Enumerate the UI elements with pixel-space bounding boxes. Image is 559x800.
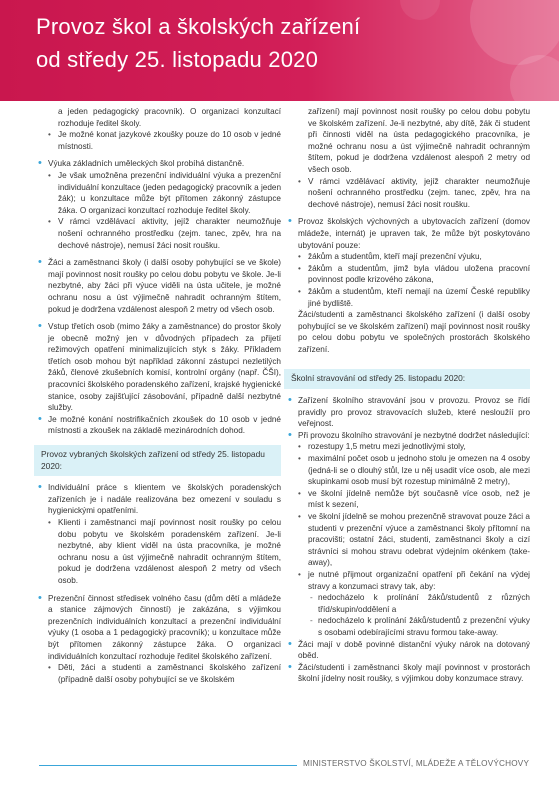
- bullet: • Provoz školských výchovných a ubytovacích zařízení (domov mládeže, internát) je upraven tak, že může být poskytováno ubytování pouze:: [287, 216, 530, 251]
- sub-bullet: • ve školní jídelně se mohou prezenčně stravovat pouze žáci a studenti v prezenční výuce a zaměstnanci školy přítomní na pracovišti; ostatní žáci, studenti, zaměstnanci školy a cizí strávníci si mohou stravu odebrat výdejním okénkem (take-away),: [287, 511, 530, 569]
- paragraph: zařízení) mají povinnost nosit roušky po celou dobu pobytu ve školském zařízení. Je-li nezbytné, aby dítě, žák či student při činnosti viděl na ústa pedagogického pracovníka, je možné ochranu nosu a úst výjimečně nahradit ochranným štítem, pokud je dodržena vzdálenost alespoň 2 metry od všech osob.: [308, 107, 530, 174]
- sub-bullet: • Klienti i zaměstnanci mají povinnost nosit roušky po celou dobu pobytu ve školském poradenském zařízení. Je-li nezbytné, aby klient viděl na ústa pracovníka, je možné ochranu nosu a úst výjimečně nahradit ochranným štítem, pokud je dodržena vzdálenost alespoň 2 metry od všech osob.: [37, 517, 281, 587]
- section-heading: Školní stravování od středy 25. listopadu 2020:: [284, 369, 530, 389]
- bullet: • Výuka základních uměleckých škol probíhá distančně.: [37, 158, 281, 170]
- bullet: • Prezenční činnost středisek volného času (dům dětí a mládeže a stanice zájmových činností) je zakázána, s výjimkou prezenčních individuálních konzultací a prezenční individuální výuky (1 osoba a 1 pedagogický pracovník); u konzultace může být přítomen zákonný zástupce žáka. O organizaci individuálních konzultací rozhoduje ředitel školského zařízení.: [37, 593, 281, 663]
- sub-bullet: • ve školní jídelně nemůže být současně více osob, než je míst k sezení,: [287, 488, 530, 511]
- ministry-footer: MINISTERSTVO ŠKOLSTVÍ, MLÁDEŽE A TĚLOVÝCHOVY: [303, 759, 530, 768]
- virus-decoration: [400, 0, 440, 20]
- bullet: • Žáci mají v době povinné distanční výuky nárok na dotovaný oběd.: [287, 639, 530, 662]
- paragraph: Žáci/studenti a zaměstnanci školského zařízení (i další osoby pohybující se ve školském zařízení) mají povinnost nosit roušky po celou dobu pobytu ve společných prostorách školského zařízení.: [298, 310, 530, 354]
- sub-bullet: • V rámci vzdělávací aktivity, jejíž charakter neumožňuje nošení ochranného prostředku (zejm. tanec, zpěv, hra na dechové nástroje), nemusí žáci nosit roušku.: [37, 216, 281, 251]
- bullet: • Zařízení školního stravování jsou v provozu. Provoz se řídí pravidly pro provoz stravovacích služeb, které nesloužíí pro veřejnost.: [287, 395, 530, 430]
- section-heading: Provoz vybraných školských zařízení od středy 25. listopadu 2020:: [34, 445, 281, 476]
- dash-item: - nedocházelo k prolínání žáků/studentů z různých tříd/skupin/oddělení a: [287, 592, 530, 615]
- sub-bullet: • žákům a studentům, kteří nemají na území České republiky jiné bydliště.: [287, 286, 530, 309]
- sub-bullet: • Je možné konat jazykové zkoušky pouze do 10 osob v jedné místnosti.: [37, 129, 281, 152]
- sub-bullet: • žákům a studentům, kteří mají prezenční výuku,: [287, 251, 530, 263]
- sub-bullet: • Děti, žáci a studenti a zaměstnanci školského zařízení (případně další osoby pohybující se ve školském: [37, 662, 281, 685]
- page-title-line1: Provoz škol a školských zařízení: [36, 14, 361, 39]
- footer-divider: [39, 765, 297, 766]
- bullet: • Žáci/studenti i zaměstnanci školy mají povinnost v prostorách školní jídelny nosit roušky, s výjimkou doby konzumace stravy.: [287, 662, 530, 685]
- sub-bullet: • Je však umožněna prezenční individuální výuka a prezenční individuální konzultace (jeden pedagogický pracovník a jeden žák); u konzultace může být přítomen zákonný zástupce žáka. O organizaci konzultací rozhoduje ředitel školy.: [37, 170, 281, 216]
- sub-bullet: • je nutné přijmout organizační opatření při čekání na výdej stravy a konzumaci stravy tak, aby:: [287, 569, 530, 592]
- sub-bullet: • rozestupy 1,5 metru mezi jednotlivými stoly,: [287, 441, 530, 453]
- bullet: • Žáci a zaměstnanci školy (i další osoby pohybující se ve škole) mají povinnost nosit roušky po celou dobu pobytu ve škole. Je-li nezbytné, aby žáci při výuce viděli na ústa učitele, je možné ochranu nosu a úst výjimečně nahradit ochranným štítem, pokud je dodržena vzdálenost alespoň 2 metry od všech osob.: [37, 257, 281, 315]
- page-title-line2: od středy 25. listopadu 2020: [36, 47, 319, 72]
- sub-bullet: • V rámci vzdělávací aktivity, jejíž charakter neumožňuje nošení ochranného prostředku (zejm. tanec, zpěv, hra na dechové nástroje), nemusí žáci nosit roušku.: [287, 176, 530, 211]
- bullet: • Vstup třetích osob (mimo žáky a zaměstnance) do prostor školy je obecně možný jen v důvodných případech za přijetí režimových opatření minimalizujících styk s žáky. Příkladem třetích osob mohou být například zákonní zástupci nezletilých žáků, členové zkušebních komisí, kontrolní orgány (např. ČŠI), pracovníci školského poradenského zařízení, krajské hygienické stanice, osoby zajišťující zásobování, případně další nezbytné služby.: [37, 321, 281, 414]
- dash-item: - nedocházelo k prolínání žáků/studentů z prezenční výuky s osobami odebírajícími stravu formou take-away.: [287, 615, 530, 638]
- paragraph: a jeden pedagogický pracovník). O organizaci konzultací rozhoduje ředitel školy.: [58, 107, 281, 128]
- bullet: • Při provozu školního stravování je nezbytné dodržet následující:: [287, 430, 530, 442]
- sub-bullet: • maximální počet osob u jednoho stolu je omezen na 4 osoby (jedná-li se o dlouhý stůl, lze u něj usadit více osob, ale mezi skupinkami osob musí být rozestup minimálně 2 metry),: [287, 453, 530, 488]
- left-column: [37, 106, 281, 685]
- bullet: • Individuální práce s klientem ve školských poradenských zařízeních je i nadále realizována bez omezení v souladu s hygienickými opatřeními.: [37, 482, 281, 517]
- header-banner: [0, 0, 559, 101]
- sub-bullet: • žákům a studentům, jimž byla vládou uložena pracovní povinnost podle krizového zákona,: [287, 263, 530, 286]
- right-column: [287, 106, 530, 685]
- bullet: • Je možné konání nostrifikačních zkoušek do 10 osob v jedné místnosti a zkoušek na základě mezinárodních dohod.: [37, 414, 281, 437]
